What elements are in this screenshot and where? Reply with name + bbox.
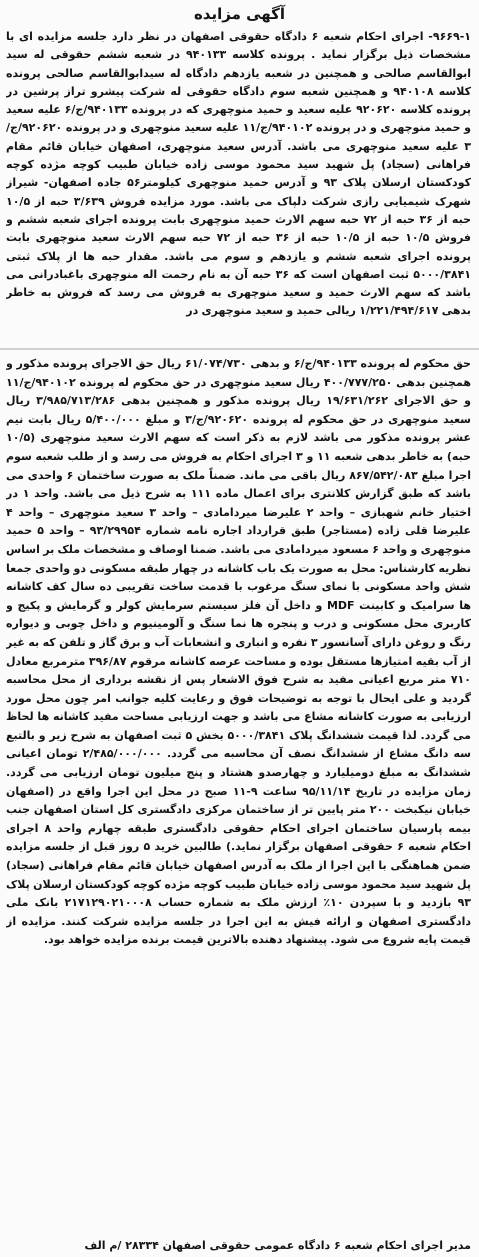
notice-paragraph-2: حق محکوم له پرونده ۹۴۰۱۳۳/ج/۶ و بدهی ۶۱/۰۷۴/۷۳۰ ریال حق الاجرای پرونده مذکور و همچنین بدهی ۴۰۰/۷۷۷/۲۵۰ ریال سعید منوچهری در حق محکوم له پرونده ۹۴۰۱۰۲/ج/۱۱ و حق الاجرای ۱۹/۶۳۱/۲۶۲ ریال پرونده مذکور و همچنین بدهی ۳/۹۸۵/۷۱۳/۲۸۶ ریال سعید منوچهری در حق محکوم له پرونده ۹۲۰۶۲۰/ج/۳ و مبلغ ۵/۴۰۰/۰۰۰ ریال بابت نیم عشر پرونده مذکور می باشد لازم به ذکر است که سهم الارث سعید منوچهری (۱۰/۵ حبه) به خاطر بدهی شعبه ۱۱ و ۳ اجرای احکام به فروش می رسد و از طلب شعبه سوم اجرا مبلغ ۸۶۷/۵۴۲/۰۸۳ ریال باقی می ماند. ضمناً ملک به صورت ساختمان ۶ واحدی می باشد که طبق گزارش کلانتری برای اعمال ماده ۱۱۱ به شرح ذیل می باشد. واحد ۱ در اختیار خانم شهبازی – واحد ۲ علیرضا میردامادی – واحد ۳ سعید منوچهری – واحد ۴ علیرضا قلی زاده (مستاجر) طبق قرارداد اجاره نامه شماره ۹۳/۲۹۹۵۴ – واحد ۵ حمید منوچهری و واحد ۶ مسعود میردامادی می باشد. ضمنا اوصاف و مشخصات ملک بر اساس نظریه کارشناس: محل به صورت یک باب کاشانه در چهار طبقه مسکونی دو واحدی جمعا شش واحد مسکونی با نمای سنگ مرغوب با قدمت ساخت تقریبی ده سال کف کاشانه ها سرامیک و کابینت MDF و داخل آن فلز سیستم سرمایش کولر و گرمایش و پکیج و کاربری محل مسکونی و درب و پنجره ها نما سنگ و آلومینیوم و داخل چوبی و دیواره رنگ و روغن دارای آسانسور ۳ نفره و انباری و انشعابات آب و برق گاز و تلفن که به غیر از آب بقیه امتیازها مستقل بوده و مساحت عرصه کاشانه مرقوم ۳۹۶/۸۷ مترمربع معادل ۷۱۰ متر مربع اعیانی مفید به شرح فوق الاشعار پس از نقشه برداری از محل محاسبه گردید و علی ایحال با توجه به توضیحات فوق و رعایت کلیه جوانب امر چون محل مورد ارزیابی به صورت کاشانه مشاع می باشد و جهت ارزیابی مساحت مفید کاشانه ها لحاظ می گردد. لذا قیمت ششدانگ پلاک ۵۰۰۰/۳۸۴۱ بخش ۵ ثبت اصفهان به شرح زیر و بالتبع سه دانگ مشاع از ششدانگ نصف آن محاسبه می گردد. ۲/۴۸۵/۰۰۰/۰۰۰ تومان اعیانی ششدانگ به مبلغ دومیلیارد و چهارصدو هشتاد و پنج میلیون تومان ارزیابی می گردد. زمان مزایده در تاریخ ۹۵/۱۱/۱۴ ساعت ۹-۱۱ صبح در محل این اجرا واقع در (اصفهان خیابان نیکبخت ۲۰۰ متر پایین تر از ساختمان مرکزی دادگستری کل استان اصفهان جنب بیمه پارسیان ساختمان اجرای احکام حقوقی دادگستری طبقه چهارم واحد ۸ اجرای احکام شعبه ۶ حقوقی اصفهان برگزار نماید.) طالبین خرید ۵ روز قبل از جلسه مزایده ضمن هماهنگی با این اجرا از ملک به آدرس اصفهان خیابان قائم مقام فراهانی (سجاد) پل شهید سید محمود موسی زاده خیابان طبیب کوچه مژده کوچه کودکستان ارسلان پلاک ۹۳ بازدید و با سپردن ۱۰٪ ارزش ملک به شماره حساب ۲۱۷۱۲۹۰۲۱۰۰۰۸ بانک ملی دادگستری اصفهان و ارائه فیش به این اجرا در جلسه مزایده شرکت کنند. مزایده از قیمت پایه شروع می شود. پیشنهاد دهنده بالاترین قیمت برنده مزایده خواهد بود. bbox=[6, 357, 471, 947]
notice-title: آگهی مزایده bbox=[193, 5, 286, 23]
notice-signature: مدیر اجرای احکام شعبه ۶ دادگاه عمومی حقوقی اصفهان ۲۸۳۳۴ /م الف bbox=[84, 1239, 471, 1252]
column-divider bbox=[0, 348, 479, 350]
notice-paragraph-1: ۹۶۶۹-۱- اجرای احکام شعبه ۶ دادگاه حقوقی اصفهان در نظر دارد جلسه مزایده ای با مشخصات ذیل برگزار نماید . پرونده کلاسه ۹۴۰۱۳۳ در شعبه ششم حقوقی له سید ابوالقاسم صالحی و همچنین در شعبه یازدهم دادگاه له سیدابوالقاسم صالحی پرونده کلاسه ۹۴۰۱۰۸ و همچنین شعبه سوم دادگاه حقوقی له شرکت پیشرو تراز پرشین در پرونده کلاسه ۹۲۰۶۲۰ علیه سعید و حمید منوچهری که در پرونده ۹۴۰۱۳۳/ج/۶ علیه سعید و حمید منوچهری و در پرونده ۹۴۰۱۰۲/ج/۱۱ علیه سعید منوچهری و در پرونده ۹۲۰۶۲۰/ج/۳ علیه سعید منوچهری می باشد. آدرس سعید منوچهری، اصفهان خیابان قائم مقام فراهانی (سجاد) پل شهید سید محمود موسی زاده خیابان طبیب کوچه مژده کوچه کودکستان ارسلان پلاک ۹۳ و آدرس حمید منوچهری کیلومتر۵۶ جاده اصفهان- شیراز شهرک شیمیایی رازی شرکت دلپاک می باشد. مورد مزایده فروش ۳/۶۳۹ حبه از ۱۰/۵ حبه از ۳۶ حبه از ۷۲ حبه سهم الارث حمید منوچهری بابت پرونده اجرای شعبه ششم و فروش ۱۰/۵ حبه از ۱۰/۵ حبه از ۳۶ حبه از ۷۲ حبه سهم الارث سعید منوچهری بابت پرونده اجرای شعبه ششم و یازدهم و سوم می باشد. مقدار حبه ها از پلاک ثبتی ۵۰۰۰/۳۸۴۱ ثبت اصفهان است که ۳۶ حبه آن به نام رحمت اله منوچهری باغبادرانی می باشد که سهم الارث حمید و سعید منوچهری به فروش می رسد که فروش به خاطر بدهی ۱/۲۲۱/۴۹۴/۶۱۷ ریالی حمید و سعید منوچهری در bbox=[6, 30, 471, 318]
